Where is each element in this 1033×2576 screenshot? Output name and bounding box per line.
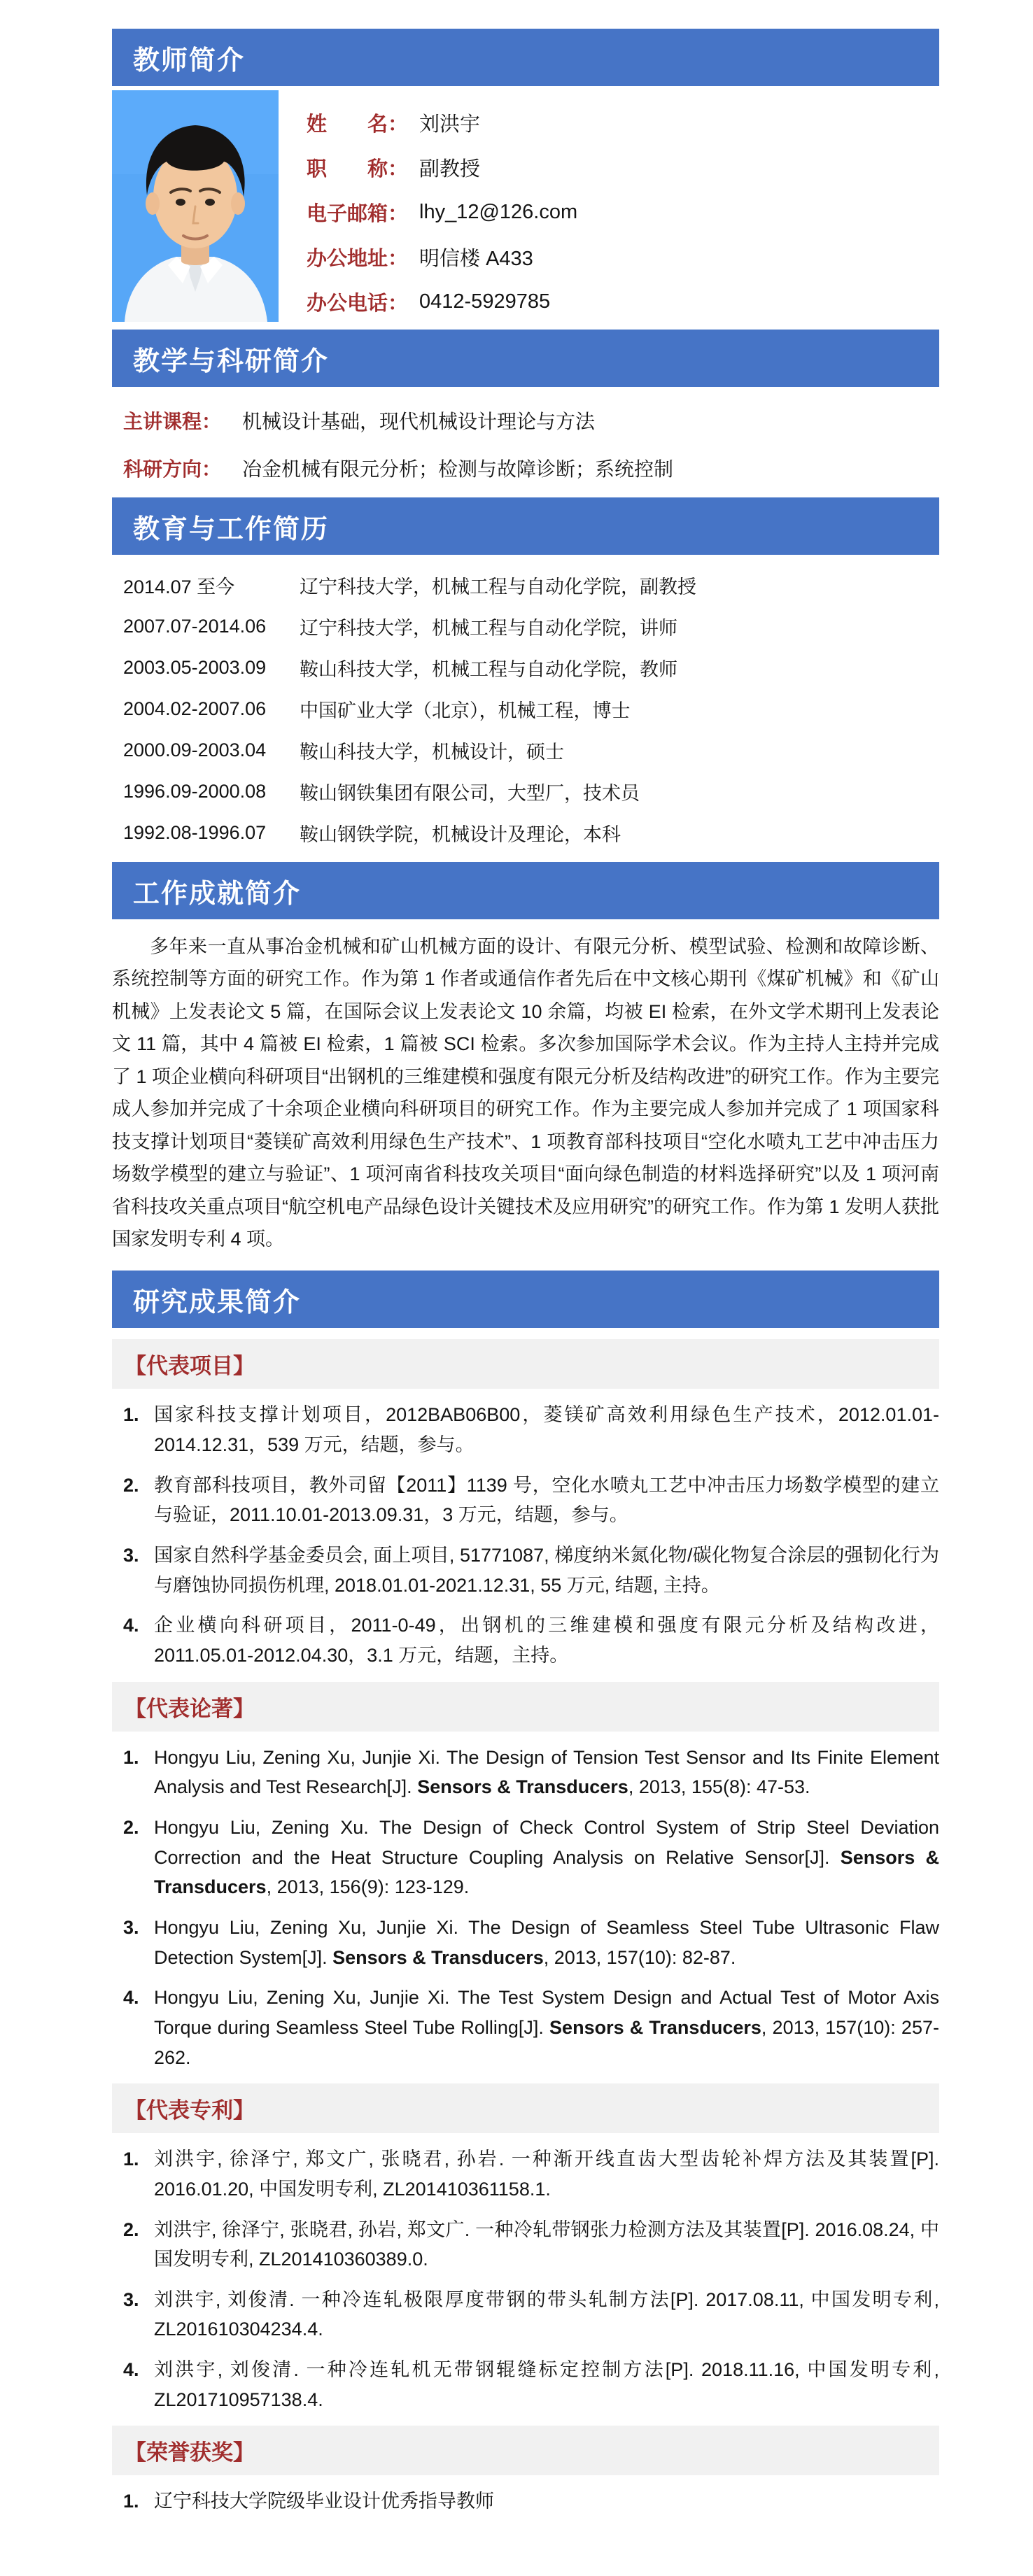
profile-field-value: 明信楼 A433 (419, 247, 533, 270)
history-entry-detail: 辽宁科技大学，机械工程与自动化学院，讲师 (300, 618, 677, 639)
papers-list (112, 1743, 939, 2073)
history-entry (123, 771, 939, 812)
patent-item (112, 2285, 939, 2344)
section-banner-results-title: 研究成果简介 (133, 1287, 302, 1317)
patent-item (112, 2215, 939, 2274)
subheader-papers: 【代表论著】 (112, 1682, 939, 1732)
profile-photo (112, 90, 279, 322)
project-item-text: 国家自然科学基金委员会, 面上项目, 51771087, 梯度纳米氮化物/碳化物复合涂层的强韧化行为与磨蚀协同损伤机理, 2018.01.01-2021.12.31, 55 万元, 结题, 主持。 (154, 1545, 939, 1596)
patent-item-text: 刘洪宇, 徐泽宁, 郑文广, 张晓君, 孙岩. 一种渐开线直齿大型齿轮补焊方法及其装置[P]. 2016.01.20, 中国发明专利, ZL201410361158.1. (154, 2149, 939, 2200)
paper-citation-prefix: Hongyu Liu, Zening Xu. The Design of Check Control System of Strip Steel Deviation Correction and the Heat Structure Coupling Analysis on Relative Sensor[J]. (154, 1816, 939, 1868)
teaching-row-label: 主讲课程： (123, 411, 222, 432)
paper-item-number: 2. (123, 1816, 139, 1838)
paper-citation-prefix: Hongyu Liu, Zening Xu, Junjie Xi. The Design of Tension Test Sensor and Its Finite Element Analysis and Test Research[J]. (154, 1746, 939, 1798)
profile-photo-image (112, 90, 279, 322)
project-item-text: 教育部科技项目，教外司留【2011】1139 号，空化水喷丸工艺中冲击压力场数学模型的建立与验证，2011.10.01-2013.09.31，3 万元，结题，参与。 (154, 1474, 939, 1526)
paper-journal-name: Sensors & Transducers (154, 1846, 939, 1898)
history-entry (123, 606, 939, 647)
history-entry-period: 1996.09-2000.08 (123, 781, 267, 802)
project-item (112, 1611, 939, 1670)
paper-item (112, 1743, 939, 1802)
paper-item-number: 4. (123, 1987, 139, 2009)
teaching-row (123, 444, 939, 492)
paper-citation-prefix: Hongyu Liu, Zening Xu, Junjie Xi. The Design of Seamless Steel Tube Ultrasonic Flaw Detection System[J]. (154, 1916, 939, 1968)
history-entry-detail: 鞍山科技大学，机械设计，硕士 (300, 742, 564, 763)
achievements-paragraph: 多年来一直从事冶金机械和矿山机械方面的设计、有限元分析、模型试验、检测和故障诊断、系统控制等方面的研究工作。作为第 1 作者或通信作者先后在中文核心期刊《煤矿机械》和《矿山机械》上发表论文 5 篇，在国际会议上发表论文 10 余篇，均被 EI 检索，在外文学术期刊上发表论文 11 篇，其中 4 篇被 EI 检索，1 篇被 SCI 检索。多次参加国际学术会议。作为主持人主持并完成了 1 项企业横向科研项目“出钢机的三维建模和强度有限元分析及结构改进”的研究工作。作为主要完成人参加并完成了十余项企业横向科研项目的研究工作。作为主要完成人参加并完成了 1 项国家科技支撑计划项目“菱镁矿高效利用绿色生产技术”、1 项教育部科技项目“空化水喷丸工艺中冲击压力场数学模型的建立与验证”、1 项河南省科技攻关项目“面向绿色制造的材料选择研究”以及 1 项河南省科技攻关重点项目“航空机电产品绿色设计关键技术及应用研究”的研究工作。作为第 1 发明人获批国家发明专利 4 项。 (112, 936, 939, 1250)
section-banner-history-title: 教育与工作简历 (133, 514, 330, 544)
profile-field-label: 办公电话： (307, 292, 409, 315)
patent-item-text: 刘洪宇, 徐泽宁, 张晓君, 孙岩, 郑文广. 一种冷轧带钢张力检测方法及其装置[P]. 2016.08.24, 中国发明专利, ZL201410360389.0. (154, 2218, 939, 2270)
profile-section (112, 90, 939, 324)
section-banner-history (112, 497, 939, 555)
paper-item (112, 1913, 939, 1972)
patent-item-text: 刘洪宇, 刘俊清. 一种冷连轧机无带钢辊缝标定控制方法[P]. 2018.11.16, 中国发明专利, ZL201710957138.4. (154, 2359, 939, 2410)
paper-item-text (154, 1983, 939, 2072)
profile-field-label: 电子邮箱： (307, 202, 409, 225)
section-banner-achievements-title: 工作成就简介 (133, 879, 302, 909)
history-section (112, 555, 939, 862)
project-item (112, 1400, 939, 1459)
history-entry (123, 812, 939, 854)
paper-item-text (154, 1813, 939, 1902)
history-entry-period: 2000.09-2003.04 (123, 739, 267, 760)
section-banner-teaching-title: 教学与科研简介 (133, 346, 330, 376)
paper-item (112, 1983, 939, 2072)
teaching-section (112, 387, 939, 497)
teaching-row-label: 科研方向： (123, 458, 222, 480)
history-entry-detail: 辽宁科技大学，机械工程与自动化学院，副教授 (300, 576, 696, 597)
history-entry-detail: 鞍山钢铁集团有限公司，大型厂，技术员 (300, 783, 640, 804)
profile-field-row (307, 190, 577, 234)
profile-field-value: 副教授 (419, 157, 481, 181)
paper-citation-suffix: , 2013, 156(9): 123-129. (266, 1876, 470, 1898)
project-item (112, 1541, 939, 1600)
history-entry (123, 688, 939, 730)
teaching-row-value: 冶金机械有限元分析；检测与故障诊断；系统控制 (242, 458, 674, 480)
history-entry-period: 1992.08-1996.07 (123, 822, 267, 843)
profile-field-row (307, 234, 577, 279)
project-item-number: 1. (123, 1404, 139, 1426)
history-entry (123, 730, 939, 771)
paper-journal-name: Sensors & Transducers (417, 1776, 628, 1798)
patent-item-number: 1. (123, 2149, 139, 2170)
paper-item-text (154, 1743, 939, 1802)
history-entry (123, 565, 939, 606)
project-item-number: 2. (123, 1474, 139, 1496)
project-item-number: 4. (123, 1615, 139, 1636)
section-banner-teaching (112, 330, 939, 387)
profile-field-row (307, 100, 577, 145)
patent-item-number: 2. (123, 2218, 139, 2240)
history-entry-detail: 中国矿业大学（北京），机械工程，博士 (300, 700, 631, 721)
subheader-honors: 【荣誉获奖】 (112, 2426, 939, 2475)
profile-field-label: 办公地址： (307, 247, 409, 270)
paper-item (112, 1813, 939, 1902)
paper-citation-suffix: , 2013, 157(10): 82-87. (543, 1946, 736, 1968)
subheader-projects: 【代表项目】 (112, 1339, 939, 1389)
subheader-patents: 【代表专利】 (112, 2083, 939, 2133)
history-entry-detail: 鞍山钢铁学院，机械设计及理论，本科 (300, 824, 621, 845)
history-entry-period: 2004.02-2007.06 (123, 698, 267, 719)
section-banner-profile (112, 29, 939, 86)
history-entry (123, 647, 939, 688)
teaching-row (123, 397, 939, 444)
profile-field-value: lhy_12@126.com (419, 200, 578, 223)
patent-item-text: 刘洪宇, 刘俊清. 一种冷连轧极限厚度带钢的带头轧制方法[P]. 2017.08.11, 中国发明专利, ZL201610304234.4. (154, 2288, 939, 2340)
profile-field-label: 职 称： (307, 157, 409, 181)
profile-field-value: 0412-5929785 (419, 290, 551, 313)
project-item (112, 1471, 939, 1530)
teaching-row-value: 机械设计基础，现代机械设计理论与方法 (242, 411, 596, 432)
honors-list (112, 2486, 939, 2517)
profile-field-row (307, 279, 577, 324)
patent-item (112, 2355, 939, 2414)
paper-item-text (154, 1913, 939, 1972)
history-entry-period: 2014.07 至今 (123, 576, 235, 597)
history-entry-period: 2003.05-2003.09 (123, 657, 267, 678)
honor-item (112, 2486, 939, 2517)
history-entry-detail: 鞍山科技大学，机械工程与自动化学院，教师 (300, 659, 677, 680)
paper-journal-name: Sensors & Transducers (332, 1946, 544, 1968)
section-banner-results (112, 1271, 939, 1328)
profile-fields (279, 90, 577, 324)
projects-list (112, 1400, 939, 1670)
honor-item-text: 辽宁科技大学院级毕业设计优秀指导教师 (154, 2491, 494, 2512)
paper-item-number: 3. (123, 1916, 139, 1938)
honor-item-number: 1. (123, 2491, 139, 2512)
paper-citation-prefix: Hongyu Liu, Zening Xu, Junjie Xi. The Test System Design and Actual Test of Motor Axis Torque during Seamless Steel Tube Rolling[J]. (154, 1987, 939, 2038)
project-item-number: 3. (123, 1545, 139, 1566)
history-entry-period: 2007.07-2014.06 (123, 616, 267, 637)
section-banner-profile-title: 教师简介 (133, 45, 246, 76)
patent-item-number: 3. (123, 2288, 139, 2310)
profile-field-label: 姓 名： (307, 113, 409, 136)
project-item-text: 企业横向科研项目，2011-0-49，出钢机的三维建模和强度有限元分析及结构改进，2011.05.01-2012.04.30，3.1 万元，结题，主持。 (154, 1615, 939, 1666)
paper-item-number: 1. (123, 1746, 139, 1768)
patents-list (112, 2144, 939, 2414)
paper-citation-suffix: , 2013, 155(8): 47-53. (628, 1776, 810, 1798)
patent-item (112, 2144, 939, 2204)
profile-field-value: 刘洪宇 (419, 113, 481, 136)
section-banner-achievements (112, 862, 939, 919)
faculty-profile-page (112, 0, 939, 2576)
patent-item-number: 4. (123, 2359, 139, 2381)
paper-citation-suffix: , 2013, 157(10): 257-262. (154, 2016, 939, 2068)
paper-journal-name: Sensors & Transducers (549, 2016, 761, 2038)
project-item-text: 国家科技支撑计划项目，2012BAB06B00，菱镁矿高效利用绿色生产技术，2012.01.01-2014.12.31，539 万元，结题，参与。 (154, 1404, 939, 1456)
profile-field-row (307, 145, 577, 190)
